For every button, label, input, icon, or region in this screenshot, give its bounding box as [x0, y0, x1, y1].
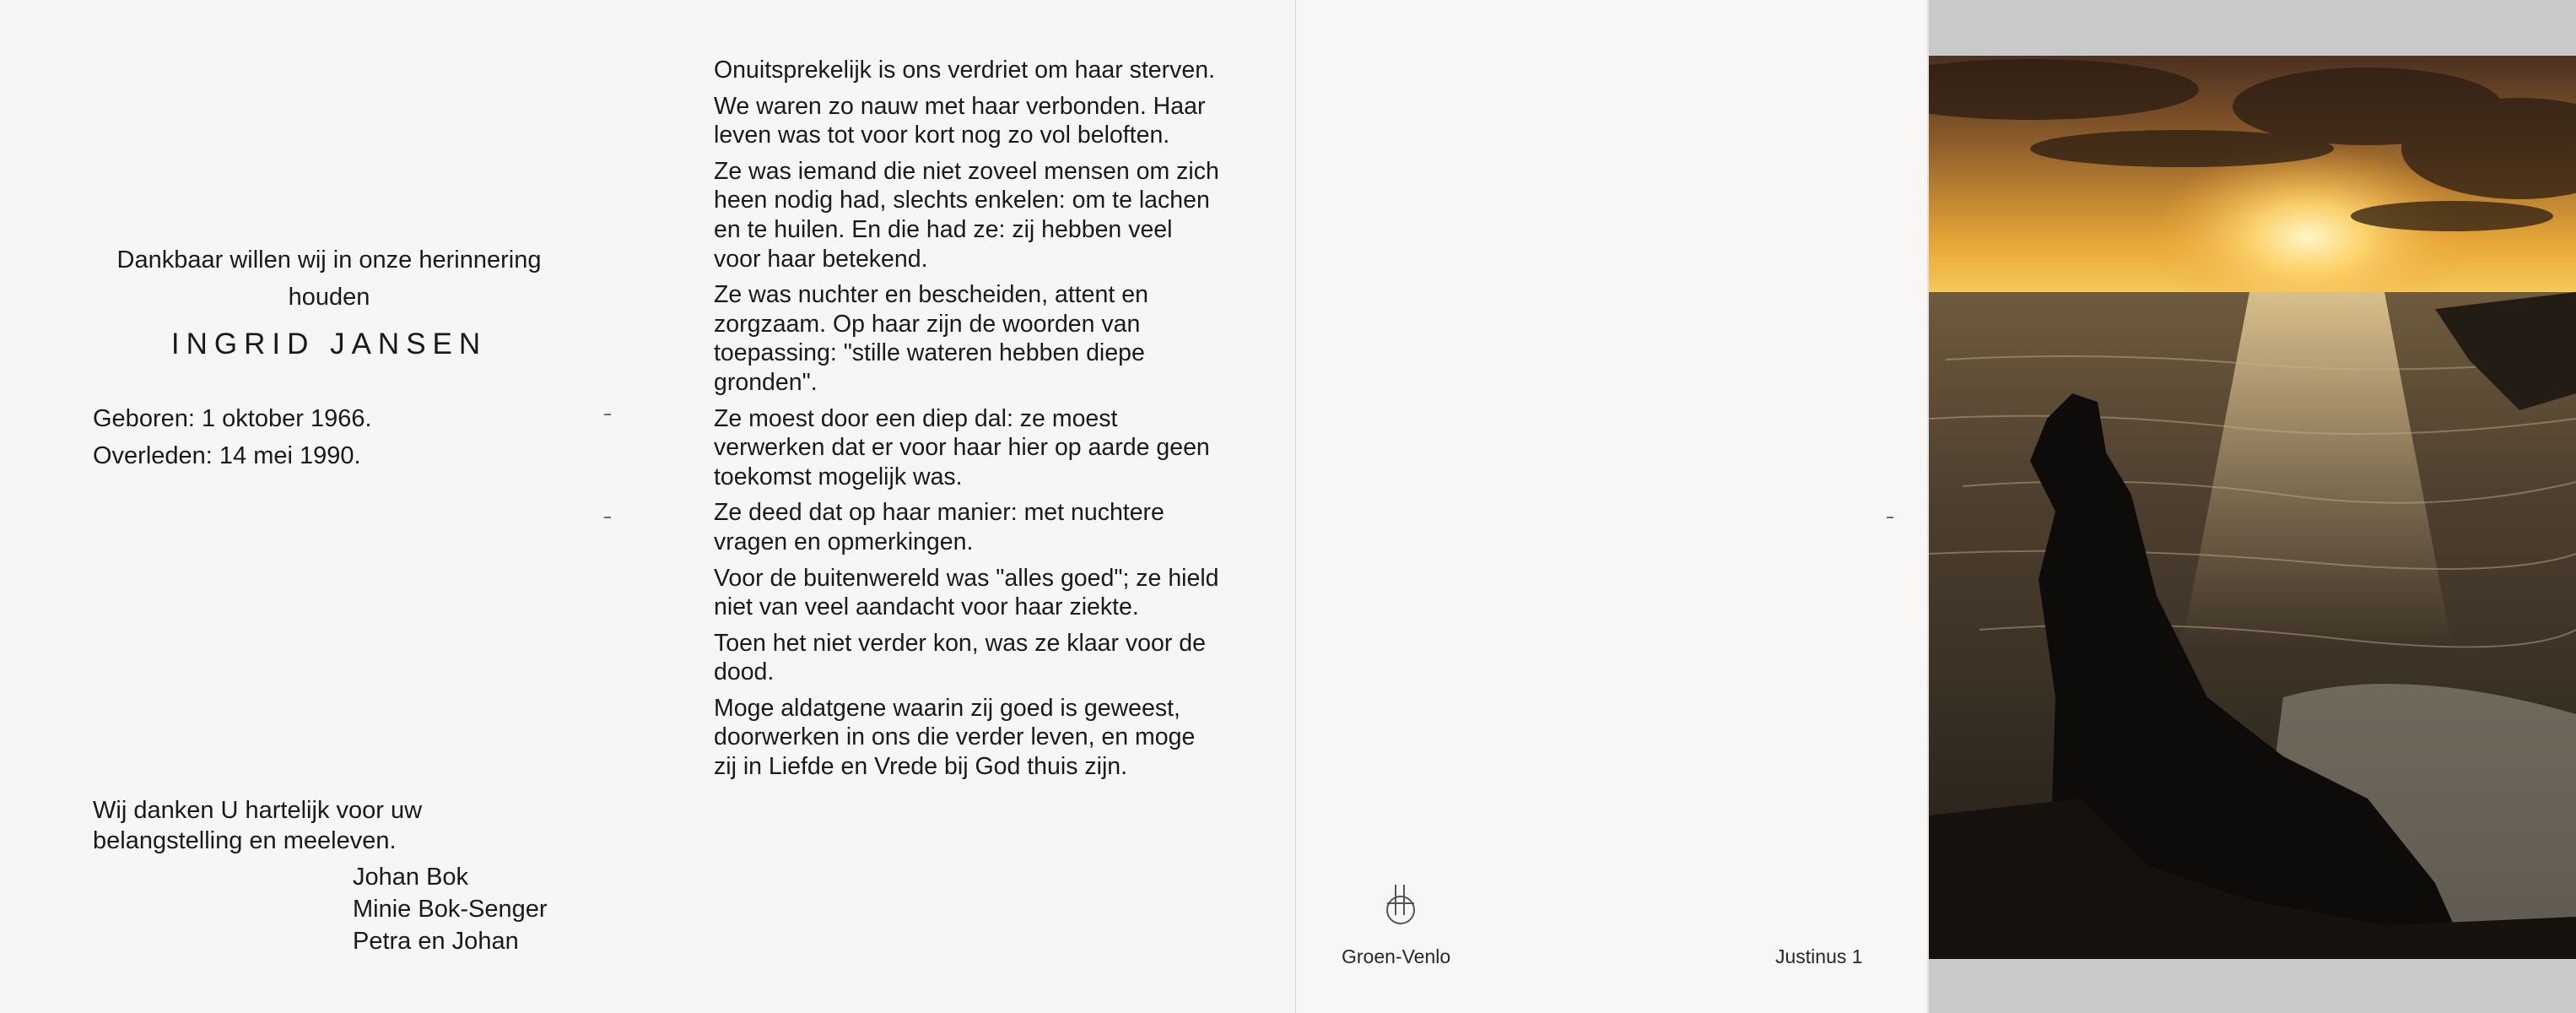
publisher-logo-icon — [1375, 878, 1426, 929]
print-speck — [604, 517, 611, 518]
poem-text — [714, 56, 1220, 788]
print-speck — [1887, 517, 1893, 518]
poem-paragraph: We waren zo nauw met haar verbonden. Haar leven was tot voor kort nog zo vol beloften. — [714, 92, 1206, 149]
death-date: Overleden: 14 mei 1990. — [93, 442, 361, 469]
deceased-name: INGRID JANSEN — [170, 328, 488, 360]
poem-paragraph: Toen het niet verder kon, was ze klaar voor de dood. — [714, 629, 1206, 686]
thanks-text: Wij danken U hartelijk voor uw belangstelling en meeleven. — [93, 797, 423, 854]
signers-list — [353, 861, 548, 957]
poem-paragraph: Moge aldatgene waarin zij goed is geweest, doorwerken in ons die verder leven, en moge zij in Liefde en Vrede bij God thuis zijn. — [714, 694, 1196, 781]
poem-paragraph: Ze moest door een diep dal: ze moest verwerken dat er voor haar hier op aarde geen toekomst mogelijk was. — [714, 404, 1210, 490]
poem-paragraph: Onuitsprekelijk is ons verdriet om haar sterven. — [714, 57, 1215, 84]
birth-date: Geboren: 1 oktober 1966. — [93, 405, 372, 432]
publisher-name: Groen-Venlo — [1342, 945, 1451, 967]
memorial-intro: Dankbaar willen wij in onze herinnering houden — [116, 246, 542, 311]
life-dates — [93, 400, 372, 474]
poem-panel — [651, 0, 1296, 1013]
sunset-coast-photo — [1929, 56, 2576, 959]
poem-paragraph: Voor de buitenwereld was "alles goed"; ze hield niet van veel aandacht voor haar ziekte. — [714, 564, 1219, 621]
signer: Minie Bok-Senger — [353, 896, 548, 923]
front-panel — [0, 0, 651, 1013]
card-code: Justinus 1 — [1775, 945, 1863, 967]
poem-paragraph: Ze was iemand die niet zoveel mensen om zich heen nodig had, slechts enkelen: om te lachen en te huilen. En die had ze: zij hebben veel voor haar betekend. — [714, 157, 1219, 273]
poem-paragraph: Ze deed dat op haar manier: met nuchtere vragen en opmerkingen. — [714, 499, 1164, 555]
signer: Petra en Johan — [353, 928, 519, 955]
poem-paragraph: Ze was nuchter en bescheiden, attent en zorgzaam. Op haar zijn de woorden van toepassing: "stille wateren hebben diepe gronden". — [714, 281, 1148, 396]
back-panel — [1296, 0, 1929, 1013]
signer: Johan Bok — [353, 864, 469, 891]
print-speck — [604, 414, 611, 415]
